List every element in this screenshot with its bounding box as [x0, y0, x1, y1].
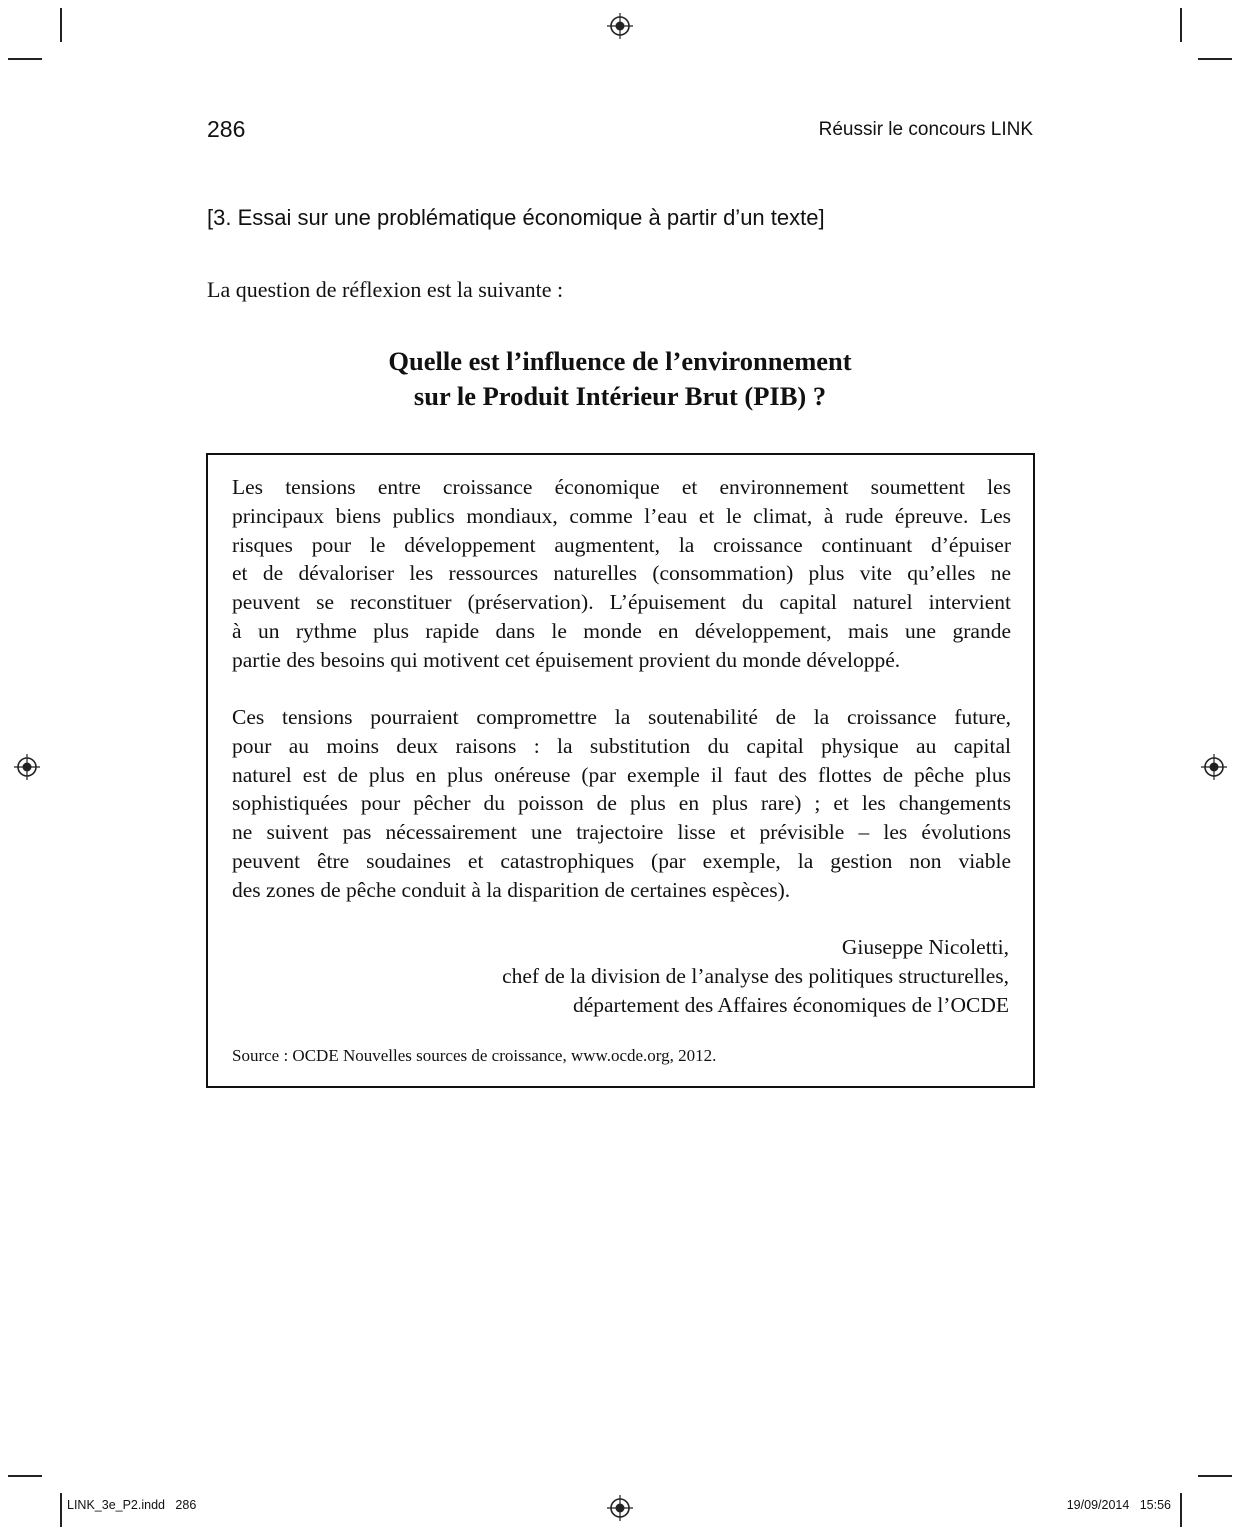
- text-line: pour au moins deux raisons : la substitution du capital physique au capital: [232, 733, 1011, 758]
- page-number: 286: [207, 116, 246, 142]
- crop-mark-bottom-right-h: [1198, 1475, 1232, 1477]
- text-line: partie des besoins qui motivent cet épuisement provient du monde développé.: [232, 647, 901, 672]
- author-department: département des Affaires économiques de l’OCDE: [572, 993, 1009, 1017]
- registration-target-icon: [607, 1495, 633, 1521]
- crop-mark-top-left-v: [60, 8, 62, 42]
- text-line: à un rythme plus rapide dans le monde en développement, mais une grande: [232, 618, 1011, 643]
- author-title: chef de la division de l’analyse des politiques structurelles,: [502, 964, 1009, 988]
- text-line: des zones de pêche conduit à la disparition de certaines espèces).: [232, 877, 791, 902]
- source-citation: Source : OCDE Nouvelles sources de croissance, www.ocde.org, 2012.: [232, 1046, 717, 1065]
- registration-target-icon: [14, 754, 40, 780]
- excerpt-box: [206, 453, 1035, 1088]
- question-line: sur le Produit Intérieur Brut (PIB) ?: [413, 381, 827, 411]
- text-line: principaux biens publics mondiaux, comme l’eau et le climat, à rude épreuve. Les: [232, 503, 1011, 528]
- crop-mark-top-right-h: [1198, 58, 1232, 60]
- text-line: et de dévaloriser les ressources naturelles (consommation) plus vite qu’elles ne: [232, 561, 1011, 586]
- excerpt-paragraph-1: [232, 473, 1011, 674]
- slug-filename: LINK_3e_P2.indd 286: [67, 1498, 197, 1512]
- text-line: peuvent être soudaines et catastrophiques (par exemple, la gestion non viable: [232, 848, 1011, 873]
- author-signature: [502, 933, 1009, 1020]
- text-line: sophistiquées pour pêcher du poisson de plus en plus rare) ; et les changements: [232, 791, 1011, 816]
- registration-target-icon: [1201, 754, 1227, 780]
- author-name: Giuseppe Nicoletti,: [841, 935, 1009, 959]
- section-title: [3. Essai sur une problématique économique à partir d’un texte]: [207, 205, 825, 230]
- question-line: Quelle est l’influence de l’environnement: [388, 346, 852, 376]
- text-line: peuvent se reconstituer (préservation). L’épuisement du capital naturel intervient: [232, 590, 1011, 614]
- lead-text: La question de réflexion est la suivante :: [207, 277, 564, 302]
- text-line: Les tensions entre croissance économique et environnement soumettent les: [232, 475, 1011, 499]
- crop-mark-top-right-v: [1180, 8, 1182, 42]
- crop-mark-bottom-left-v: [60, 1493, 62, 1527]
- text-line: naturel est de plus en plus onéreuse (par exemple il faut des flottes de pêche plus: [232, 762, 1011, 787]
- registration-target-icon: [607, 13, 633, 39]
- text-line: Ces tensions pourraient compromettre la soutenabilité de la croissance future,: [232, 705, 1011, 729]
- slug-timestamp: 19/09/2014 15:56: [1066, 1498, 1171, 1512]
- text-line: risques pour le développement augmentent, la croissance continuant d’épuiser: [232, 532, 1011, 557]
- text-line: ne suivent pas nécessairement une trajectoire lisse et prévisible – les évolutions: [232, 820, 1011, 844]
- crop-mark-bottom-left-h: [8, 1475, 42, 1477]
- excerpt-paragraph-2: [232, 703, 1011, 904]
- crop-mark-top-left-h: [8, 58, 42, 60]
- crop-mark-bottom-right-v: [1180, 1493, 1182, 1527]
- running-head: Réussir le concours LINK: [818, 119, 1033, 140]
- question-heading: [207, 344, 1033, 414]
